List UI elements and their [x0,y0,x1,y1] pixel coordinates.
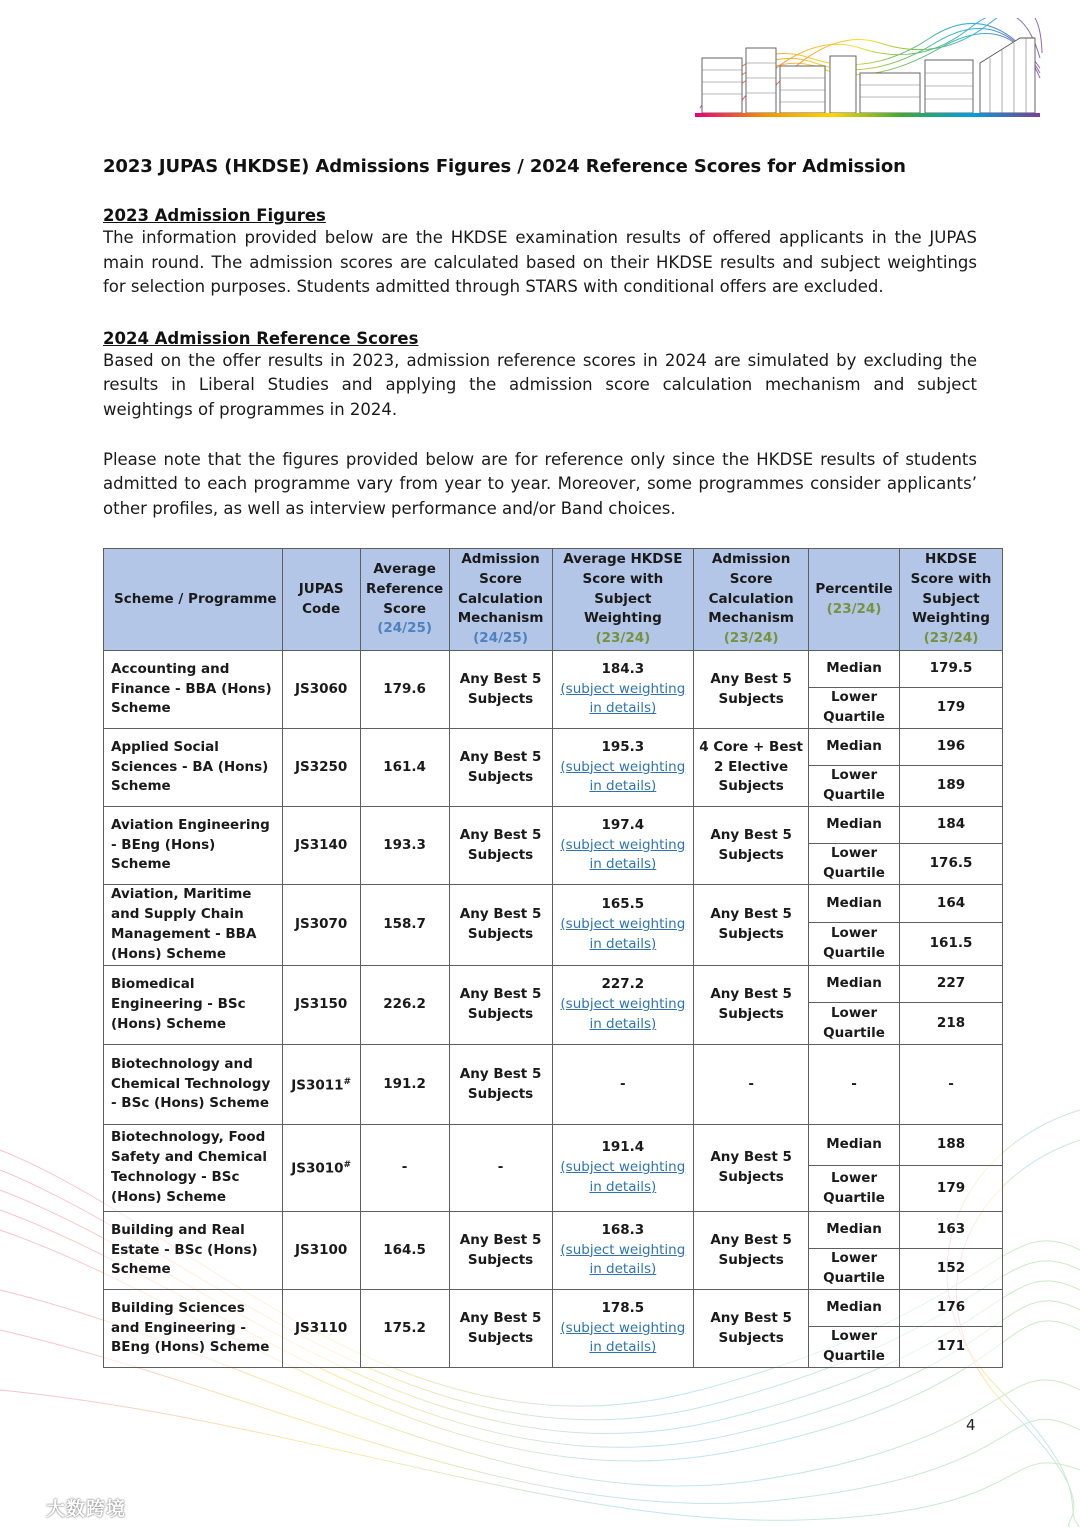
header-programme: Scheme / Programme [104,549,283,651]
lower-quartile-score: 179 [900,688,1003,729]
mechanism-2324-cell: Any Best 5 Subjects [694,807,809,885]
jupas-code-cell [282,966,360,1045]
table-row [104,1290,1003,1327]
table-row [104,651,1003,688]
jupas-code-cell [282,1212,360,1290]
mechanism-2425-cell: Any Best 5 Subjects [449,651,552,729]
percentile-lower-quartile-label: Lower Quartile [809,688,900,729]
average-hkdse-score: 197.4 [601,816,645,833]
percentile-median-label: Median [809,1125,900,1166]
admission-figures-table [103,548,1003,1368]
average-reference-score-cell: - [360,1125,449,1212]
table-row [104,1125,1003,1166]
average-hkdse-score-cell [552,966,694,1045]
jupas-code: JS3060 [294,680,348,697]
median-score: 188 [900,1125,1003,1166]
percentile-median-label: Median [809,729,900,766]
median-score: 227 [900,966,1003,1003]
jupas-code-cell [282,1290,360,1368]
header-average-hkdse-score: Average HKDSE Score with Subject Weighting (23/24) [552,549,694,651]
page-title: 2023 JUPAS (HKDSE) Admissions Figures / 2024 Reference Scores for Admission [103,156,906,177]
watermark-text: 大数跨境 [46,1498,127,1520]
table-row [104,1212,1003,1249]
table-row [104,885,1003,923]
code-footnote-mark: # [343,1160,352,1171]
average-reference-score-cell: 175.2 [360,1290,449,1368]
programme-cell: Building Sciences and Engineering - BEng (Hons) Scheme [104,1290,283,1368]
jupas-code-cell [282,807,360,885]
subject-weighting-link[interactable]: (subject weighting in details) [560,680,686,717]
section-heading-2024-reference: 2024 Admission Reference Scores [103,328,419,348]
header-jupas-code: JUPAS Code [282,549,360,651]
average-hkdse-score-cell [552,651,694,729]
jupas-code-cell [282,885,360,966]
jupas-code-cell [282,1045,360,1125]
header-hkdse-score: HKDSE Score with Subject Weighting (23/24) [900,549,1003,651]
median-score: 184 [900,807,1003,844]
mechanism-2324-cell: Any Best 5 Subjects [694,1290,809,1368]
percentile-lower-quartile-label: Lower Quartile [809,1166,900,1212]
median-score: 176 [900,1290,1003,1327]
table-body [104,651,1003,1368]
average-reference-score-cell: 164.5 [360,1212,449,1290]
table-row [104,1045,1003,1125]
mechanism-2324-cell: Any Best 5 Subjects [694,1212,809,1290]
mechanism-2425-cell: Any Best 5 Subjects [449,1212,552,1290]
mechanism-2425-cell: Any Best 5 Subjects [449,966,552,1045]
jupas-code: JS3250 [294,758,348,775]
subject-weighting-link[interactable]: (subject weighting in details) [560,836,686,873]
jupas-code: JS3070 [294,916,348,933]
table-row [104,966,1003,1003]
average-hkdse-score: 195.3 [601,738,645,755]
header-mechanism-2324: Admission Score Calculation Mechanism (23/24) [694,549,809,651]
lower-quartile-score: 179 [900,1166,1003,1212]
average-hkdse-score-cell [552,729,694,807]
percentile-median-label: Median [809,1212,900,1249]
percentile-lower-quartile-label: Lower Quartile [809,923,900,966]
programme-cell: Biotechnology and Chemical Technology - BSc (Hons) Scheme [104,1045,283,1125]
mechanism-2425-cell: Any Best 5 Subjects [449,1045,552,1125]
average-reference-score-cell: 161.4 [360,729,449,807]
jupas-code: JS3010 [291,1160,344,1177]
subject-weighting-link[interactable]: (subject weighting in details) [560,1159,686,1195]
jupas-code: JS3100 [294,1241,348,1258]
percentile-median-label: Median [809,885,900,923]
percentile-lower-quartile-label: Lower Quartile [809,1327,900,1368]
percentile-median-label: Median [809,807,900,844]
mechanism-2425-cell: Any Best 5 Subjects [449,1290,552,1368]
percentile-median-label: Median [809,966,900,1003]
header-mechanism-2425: Admission Score Calculation Mechanism (24/25) [449,549,552,651]
hkdse-score-cell: - [900,1045,1003,1125]
median-score: 163 [900,1212,1003,1249]
mechanism-2425-cell: - [449,1125,552,1212]
subject-weighting-link[interactable]: (subject weighting in details) [560,1319,686,1356]
paragraph-2024-reference: Based on the offer results in 2023, admission reference scores in 2024 are simulated by excluding the results in Liberal Studies and applying the admission score calculation mechanism and subject weightings of programmes in 2024. [103,350,977,419]
mechanism-2324-cell: Any Best 5 Subjects [694,966,809,1045]
jupas-code: JS3110 [294,1319,348,1336]
jupas-code: JS3140 [294,836,348,853]
watermark-logo-icon [12,1498,42,1518]
average-reference-score-cell: 191.2 [360,1045,449,1125]
jupas-code-cell [282,1125,360,1212]
campus-buildings-illustration [690,18,1050,128]
median-score: 179.5 [900,651,1003,688]
average-hkdse-score-cell [552,885,694,966]
lower-quartile-score: 152 [900,1249,1003,1290]
table-row [104,729,1003,766]
lower-quartile-score: 176.5 [900,844,1003,885]
average-reference-score-cell: 193.3 [360,807,449,885]
average-hkdse-score: - [620,1075,626,1092]
programme-cell: Accounting and Finance - BBA (Hons) Scheme [104,651,283,729]
lower-quartile-score: 218 [900,1003,1003,1045]
percentile-lower-quartile-label: Lower Quartile [809,1249,900,1290]
paragraph-note: Please note that the figures provided below are for reference only since the HKDSE results of students admitted to each programme vary from year to year. Moreover, some programmes consider applicants’ other profiles, as well as interview performance and/or Band choices. [103,449,977,518]
mechanism-2425-cell: Any Best 5 Subjects [449,885,552,966]
average-hkdse-score-cell [552,1212,694,1290]
mechanism-2324-cell: Any Best 5 Subjects [694,651,809,729]
table-header-row [104,549,1003,651]
document-body [103,150,977,521]
mechanism-2324-cell: 4 Core + Best 2 Elective Subjects [694,729,809,807]
page-number: 4 [966,1416,976,1434]
average-hkdse-score: 184.3 [601,660,645,677]
percentile-lower-quartile-label: Lower Quartile [809,1003,900,1045]
subject-weighting-link[interactable]: (subject weighting in details) [560,1241,686,1278]
code-footnote-mark: # [343,1076,352,1087]
percentile-lower-quartile-label: Lower Quartile [809,766,900,807]
average-hkdse-score: 227.2 [601,976,645,993]
header-percentile: Percentile (23/24) [809,549,900,651]
table-row [104,807,1003,844]
average-reference-score-cell: 158.7 [360,885,449,966]
percentile-lower-quartile-label: Lower Quartile [809,844,900,885]
programme-cell: Applied Social Sciences - BA (Hons) Scheme [104,729,283,807]
jupas-code-cell [282,651,360,729]
percentile-cell: - [809,1045,900,1125]
mechanism-2425-cell: Any Best 5 Subjects [449,807,552,885]
median-score: 164 [900,885,1003,923]
lower-quartile-score: 189 [900,766,1003,807]
section-heading-2023-figures: 2023 Admission Figures [103,206,326,225]
programme-cell: Building and Real Estate - BSc (Hons) Scheme [104,1212,283,1290]
average-hkdse-score-cell [552,807,694,885]
header-average-reference-score: Average Reference Score (24/25) [360,549,449,651]
lower-quartile-score: 161.5 [900,923,1003,966]
programme-cell: Aviation, Maritime and Supply Chain Management - BBA (Hons) Scheme [104,885,283,966]
mechanism-2324-cell: Any Best 5 Subjects [694,885,809,966]
percentile-median-label: Median [809,1290,900,1327]
average-hkdse-score: 168.3 [601,1221,645,1238]
programme-cell: Biotechnology, Food Safety and Chemical Technology - BSc (Hons) Scheme [104,1125,283,1212]
average-hkdse-score-cell [552,1125,694,1212]
average-hkdse-score: 191.4 [601,1139,645,1156]
subject-weighting-link[interactable]: (subject weighting in details) [560,758,686,795]
jupas-code: JS3011 [291,1077,344,1094]
average-hkdse-score-cell [552,1290,694,1368]
mechanism-2324-cell: Any Best 5 Subjects [694,1125,809,1212]
average-reference-score-cell: 226.2 [360,966,449,1045]
mechanism-2324-cell: - [694,1045,809,1125]
paragraph-2023-figures: The information provided below are the HKDSE examination results of offered applicants in the JUPAS main round. The admission scores are calculated based on their HKDSE results and subject weightings for selection purposes. Students admitted through STARS with conditional offers are excluded. [103,228,977,297]
lower-quartile-score: 171 [900,1327,1003,1368]
percentile-median-label: Median [809,651,900,688]
average-reference-score-cell: 179.6 [360,651,449,729]
mechanism-2425-cell: Any Best 5 Subjects [449,729,552,807]
programme-cell: Aviation Engineering - BEng (Hons) Scheme [104,807,283,885]
average-hkdse-score: 178.5 [601,1299,645,1316]
subject-weighting-link[interactable]: (subject weighting in details) [560,916,686,952]
jupas-code: JS3150 [294,996,348,1013]
programme-cell: Biomedical Engineering - BSc (Hons) Scheme [104,966,283,1045]
jupas-code-cell [282,729,360,807]
watermark [12,1494,126,1521]
average-hkdse-score: 165.5 [601,896,645,913]
subject-weighting-link[interactable]: (subject weighting in details) [560,996,686,1032]
average-hkdse-score-cell [552,1045,694,1125]
median-score: 196 [900,729,1003,766]
